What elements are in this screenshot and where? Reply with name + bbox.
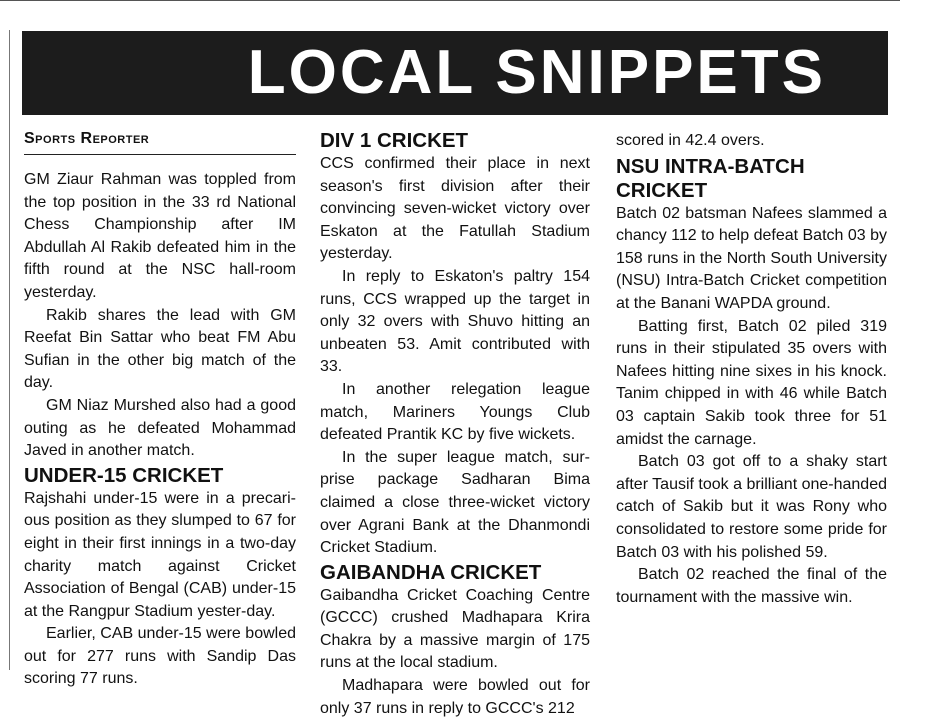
- article-paragraph: Batting first, Batch 02 piled 319 runs in their stipulated 35 overs with Nafees hitting nine sixes in his knock. Tanim chipped in with 46 while Batch 03 captain Sakib took three for 51 amidst the carnage.: [616, 317, 887, 448]
- article-paragraph: GM Niaz Murshed also had a good outing as he defeated Mohammad Javed in another match.: [24, 396, 296, 460]
- article-paragraph: Gaibandha Cricket Coaching Centre (GCCC) crushed Madhapara Krira Chakra by a massive margin of 175 runs at the local stadium.: [320, 586, 590, 672]
- article-paragraph: Earlier, CAB under-15 were bowled out for 277 runs with Sandip Das scoring 77 runs.: [24, 625, 296, 688]
- article-paragraph: Rakib shares the lead with GM Reefat Bin Sattar who beat FM Abu Sufian in the other big match of the day.: [24, 306, 296, 392]
- left-rule: [9, 30, 10, 670]
- article-paragraph: GM Ziaur Rahman was toppled from the top position in the 33 rd National Chess Championship after IM Abdullah Al Rakib defeated him in the fifth round at the NSC hall-room yesterday.: [24, 171, 296, 301]
- column-1: [24, 128, 296, 691]
- masthead-title: LOCAL SNIPPETS: [247, 38, 826, 107]
- article-paragraph: In another relegation league match, Mariners Youngs Club defeated Prantik KC by five wickets.: [320, 380, 590, 444]
- byline: Sports Reporter: [24, 128, 296, 155]
- article-paragraph: CCS confirmed their place in next season's first division after their convincing seven-wicket victory over Eskaton at the Fatullah Stadium yesterday.: [320, 155, 590, 263]
- column-3: [616, 130, 887, 609]
- article-paragraph: Madhapara were bowled out for only 37 runs in reply to GCCC's 212: [320, 677, 590, 717]
- section-heading-gaibandha: GAIBANDHA CRICKET: [320, 560, 542, 584]
- article-paragraph: Batch 02 reached the final of the tournament with the massive win.: [616, 566, 887, 606]
- article-paragraph: Rajshahi under-15 were in a precari-ous position as they slumped to 67 for eight in their first innings in a two-day charity match against Cricket Association of Bengal (CAB) under-15 at the Rangpur Stadium yester-day.: [24, 489, 296, 620]
- top-rule: [0, 0, 900, 1]
- article-paragraph: scored in 42.4 overs.: [616, 132, 765, 149]
- masthead-banner: [22, 31, 888, 115]
- article-paragraph: In the super league match, sur-prise package Sadharan Bima claimed a close three-wicket victory over Agrani Bank at the Dhanmondi Cricket Stadium.: [320, 448, 590, 557]
- section-heading-nsu: NSU INTRA-BATCH CRICKET: [616, 154, 805, 202]
- section-heading-under15: UNDER-15 CRICKET: [24, 463, 224, 487]
- column-2: [320, 128, 590, 720]
- article-paragraph: Batch 02 batsman Nafees slammed a chancy 112 to help defeat Batch 03 by 158 runs in the North South University (NSU) Intra-Batch Cricket competition at the Banani WAPDA ground.: [616, 204, 888, 312]
- article-paragraph: In reply to Eskaton's paltry 154 runs, CCS wrapped up the target in only 32 overs with Shuvo hitting an unbeaten 53. Amit contributed with 33.: [320, 267, 590, 376]
- section-heading-div1: DIV 1 CRICKET: [320, 129, 469, 152]
- article-paragraph: Batch 03 got off to a shaky start after Tausif took a brilliant one-handed catch of Sakib but it was Rony who consolidated to restore some pride for Batch 03 with his polished 59.: [616, 453, 887, 561]
